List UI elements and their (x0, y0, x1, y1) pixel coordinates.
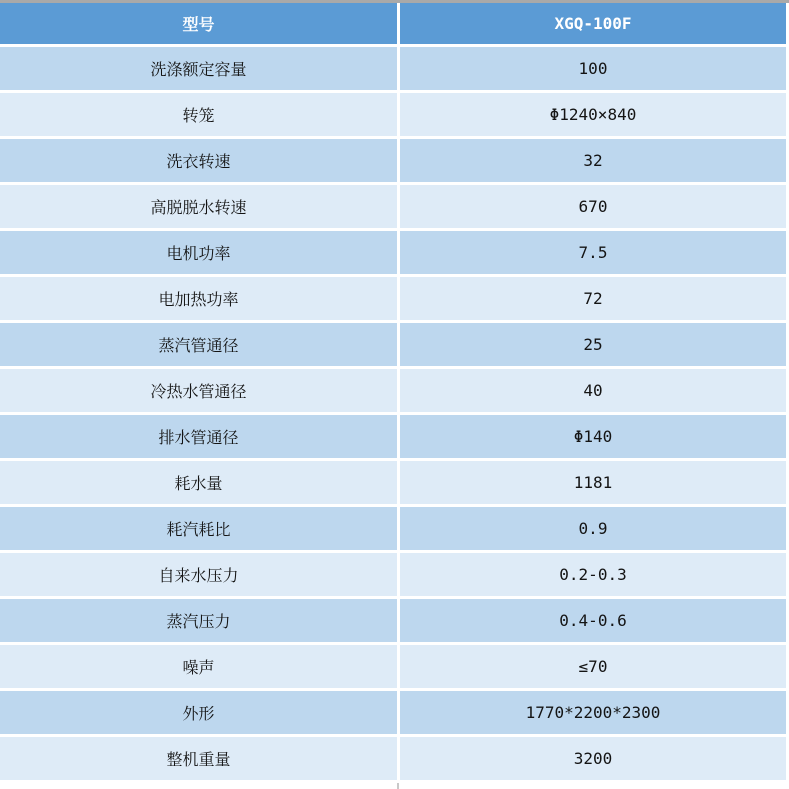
spec-label-cell: 噪声 (0, 645, 397, 688)
spec-value-cell: 32 (400, 139, 786, 182)
spec-label-cell: 耗水量 (0, 461, 397, 504)
spec-label-cell: 蒸汽压力 (0, 599, 397, 642)
table-row (0, 93, 789, 136)
table-row (0, 553, 789, 596)
spec-label-cell: 自来水压力 (0, 553, 397, 596)
spec-value-cell: 72 (400, 277, 786, 320)
column-divider-tail (397, 783, 399, 789)
table-row (0, 139, 789, 182)
table-row (0, 415, 789, 458)
spec-label-cell: 整机重量 (0, 737, 397, 780)
spec-label-cell: 电加热功率 (0, 277, 397, 320)
spec-value-cell: 25 (400, 323, 786, 366)
table-row (0, 691, 789, 734)
spec-label-cell: 排水管通径 (0, 415, 397, 458)
spec-value-cell: 670 (400, 185, 786, 228)
table-body (0, 47, 789, 780)
spec-label-cell: 洗涤额定容量 (0, 47, 397, 90)
spec-value-cell: 1770*2200*2300 (400, 691, 786, 734)
table-row (0, 645, 789, 688)
table-row (0, 737, 789, 780)
table-row (0, 461, 789, 504)
spec-value-cell: 3200 (400, 737, 786, 780)
spec-label-cell: 高脱脱水转速 (0, 185, 397, 228)
spec-value-cell: 100 (400, 47, 786, 90)
spec-value-cell: 0.9 (400, 507, 786, 550)
spec-value-cell: 7.5 (400, 231, 786, 274)
spec-label-cell: 耗汽耗比 (0, 507, 397, 550)
table-header-row (0, 3, 789, 44)
table-row (0, 507, 789, 550)
spec-label-cell: 蒸汽管通径 (0, 323, 397, 366)
spec-label-cell: 转笼 (0, 93, 397, 136)
spec-label-cell: 洗衣转速 (0, 139, 397, 182)
spec-value-cell: 40 (400, 369, 786, 412)
spec-label-cell: 冷热水管通径 (0, 369, 397, 412)
spec-value-cell: Φ140 (400, 415, 786, 458)
table-row (0, 185, 789, 228)
header-model-value-cell: XGQ-100F (400, 3, 786, 44)
spec-label-cell: 电机功率 (0, 231, 397, 274)
spec-value-cell: 0.4-0.6 (400, 599, 786, 642)
table-row (0, 231, 789, 274)
table-row (0, 323, 789, 366)
table-row (0, 369, 789, 412)
spec-value-cell: Φ1240×840 (400, 93, 786, 136)
spec-value-cell: 0.2-0.3 (400, 553, 786, 596)
spec-label-cell: 外形 (0, 691, 397, 734)
spec-value-cell: 1181 (400, 461, 786, 504)
table-row (0, 277, 789, 320)
spec-value-cell: ≤70 (400, 645, 786, 688)
table-row (0, 599, 789, 642)
table-row (0, 47, 789, 90)
header-model-label-cell: 型号 (0, 3, 397, 44)
